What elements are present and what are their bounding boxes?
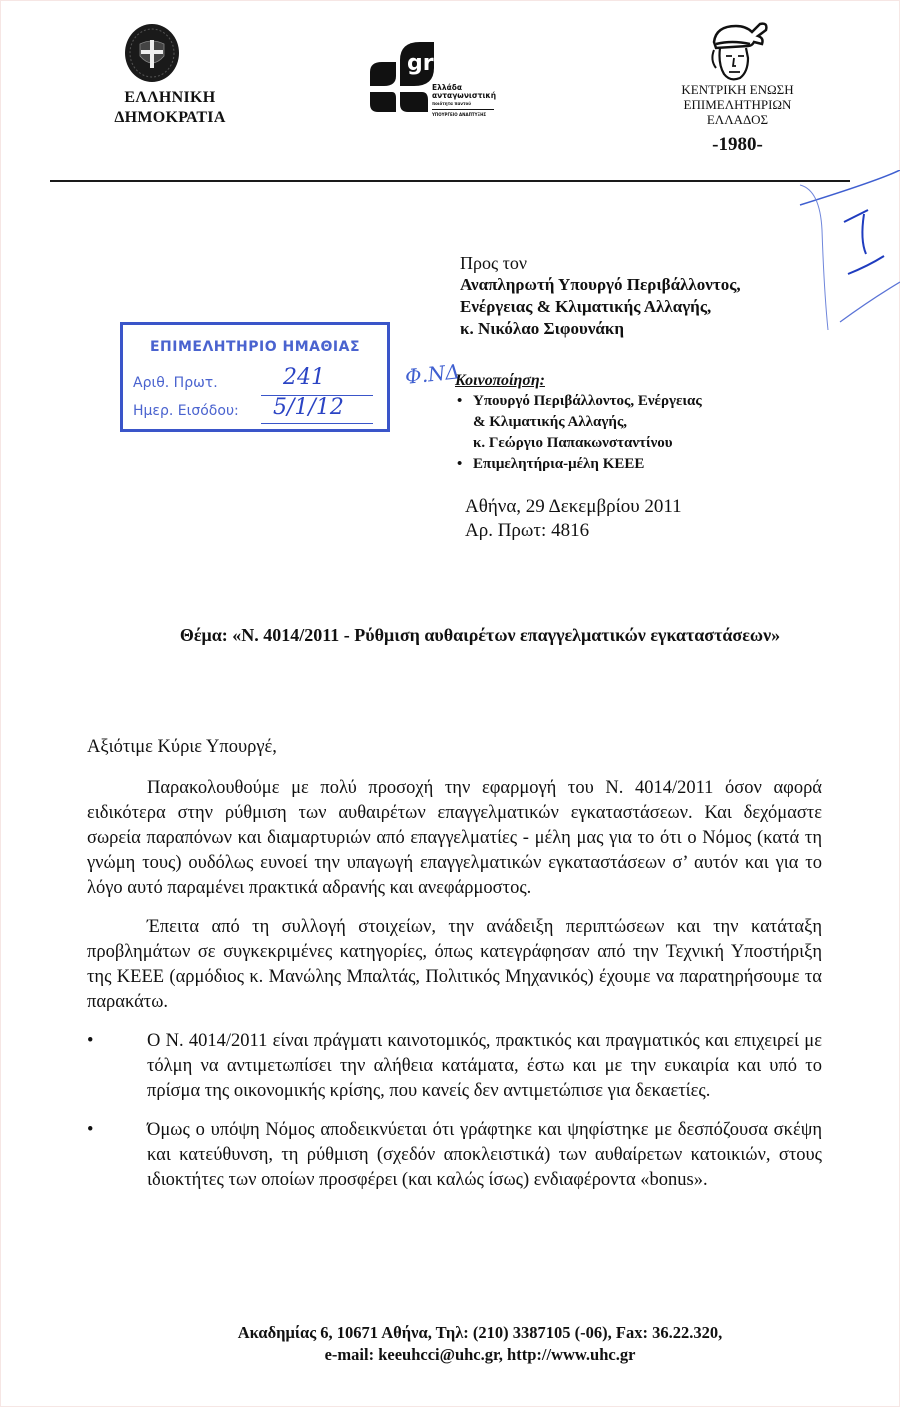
recipient-line2: Ενέργειας & Κλιματικής Αλλαγής,: [460, 297, 712, 316]
gr-logo-rule: [432, 109, 494, 110]
body-bullet-text: Όμως ο υπόψη Νόμος αποδεικνύεται ότι γράφτηκε και ψηφίστηκε με δεσπόζουσα σκέψη και κατεύθυνση, τη ρύθμιση (σχεδόν αποκλειστικά) των αυθαίρετων κατοικιών, στους ιδιοκτήτες των οποίων προσφέρει (και καλώς ίσως) ενδιαφέροντα «bonus».: [147, 1120, 822, 1190]
body-bullet-item: [87, 1029, 822, 1104]
stamp-entry-date-value: 5/1/12: [273, 395, 344, 420]
stamp-entry-date-label: Ημερ. Εισόδου:: [133, 403, 239, 419]
cc-item-line: • Επιμελητήρια-μέλη ΚΕΕΕ: [473, 456, 645, 472]
incoming-protocol-stamp: [120, 322, 390, 432]
letter-footer: [100, 1322, 860, 1366]
body-bullet-text: Ο Ν. 4014/2011 είναι πράγματι καινοτομικός, πρακτικός και πραγματικός και επιχειρεί με τόλμη να αντιμετωπίσει την αλήθεια κατάματα, έστω και με την ευκαιρία και υπό το πρίσμα της οικονομικής κρίσης, που κανείς δεν αντιμετώπισε για δεκαετίες.: [147, 1031, 822, 1101]
header-right-line3: ΕΛΛΑΔΟΣ: [706, 112, 769, 127]
header-divider: [50, 180, 850, 182]
header-left-line1: ΕΛΛΗΝΙΚΗ: [124, 89, 216, 106]
cc-block: [455, 370, 702, 475]
header-right-line2: ΕΠΙΜΕΛΗΤΗΡΙΩΝ: [683, 97, 792, 112]
recipient-line3: κ. Νικόλαο Σιφουνάκη: [460, 319, 625, 338]
stamp-protocol-label: Αριθ. Πρωτ.: [133, 375, 218, 391]
greek-state-emblem-icon: [123, 22, 181, 84]
gr-logo-caption: [432, 84, 496, 119]
letter-body: [87, 735, 822, 1207]
gr-logo-mark: gr: [407, 51, 434, 76]
cc-item: [455, 454, 702, 475]
stamp-protocol-value: 241: [283, 365, 325, 390]
cc-item-line: & Κλιματικής Αλλαγής,: [473, 414, 628, 430]
recipient-intro: Προς τον: [460, 253, 527, 273]
cc-list: [455, 391, 702, 475]
letter-protocol-number: Αρ. Πρωτ: 4816: [465, 520, 590, 541]
cc-item-line: κ. Γεώργιο Παπακωνσταντίνου: [473, 435, 673, 451]
header-right-title: [660, 82, 815, 127]
stamp-entry-date-line: [261, 423, 373, 424]
hermes-head-logo-icon: [700, 20, 770, 82]
letter-date: Αθήνα, 29 Δεκεμβρίου 2011: [465, 496, 682, 517]
body-bullet-list: [87, 1029, 822, 1193]
handwritten-initials: Φ.ΝΔ: [403, 359, 461, 389]
gr-logo-line4: ΥΠΟΥΡΓΕΙΟ ΑΝΑΠΤΥΞΗΣ: [432, 112, 487, 117]
gr-logo-line1: Ελλάδα: [432, 83, 463, 92]
body-paragraph: Παρακολουθούμε με πολύ προσοχή την εφαρμογή του Ν. 4014/2011 όσον αφορά ειδικότερα στην ρύθμιση των αυθαιρέτων επαγγελματικών εγκαταστάσεων. Και δεχόμαστε σωρεία παραπόνων και διαμαρτυριών από επαγγελματίες - μέλη μας για το ότι ο Νόμος (κατά τη γνώμη τους) ουδόλως ευνοεί την υπαγωγή επαγγελματικών εγκαταστάσεων σ’ αυτόν και για το λόγο αυτό παραμένει πρακτικά αδρανής και ανεφάρμοστος.: [87, 778, 822, 898]
cc-item: [455, 391, 702, 454]
stamp-title: ΕΠΙΜΕΛΗΤΗΡΙΟ ΗΜΑΘΙΑΣ: [149, 339, 361, 355]
recipient-line1: Αναπληρωτή Υπουργό Περιβάλλοντος,: [460, 275, 741, 294]
date-block: [465, 495, 682, 543]
salutation: Αξιότιμε Κύριε Υπουργέ,: [87, 737, 277, 757]
footer-contact: e-mail: keeuhcci@uhc.gr, http://www.uhc.gr: [324, 1345, 636, 1364]
header-year: -1980-: [712, 134, 763, 155]
header-left-line2: ΔΗΜΟΚΡΑΤΙΑ: [114, 109, 226, 126]
bullet-glyph: •: [87, 1120, 94, 1140]
cc-item-line: • Υπουργό Περιβάλλοντος, Ενέργειας: [473, 393, 702, 409]
cc-title: Κοινοποίηση:: [455, 372, 545, 389]
letter-subject: Θέμα: «Ν. 4014/2011 - Ρύθμιση αυθαιρέτων επαγγελματικών εγκαταστάσεων»: [179, 625, 781, 645]
body-paragraph: Έπειτα από τη συλλογή στοιχείων, την ανάδειξη περιπτώσεων και την κατάταξη προβλημάτων σε συγκεκριμένες κατηγορίες, όπως κατεγράφησαν από την Τεχνική Υποστήριξη της ΚΕΕΕ (αρμόδιος κ. Μανώλης Μπαλτάς, Πολιτικός Μηχανικός) έχουμε να παρατηρήσουμε τα παρακάτω.: [87, 917, 822, 1012]
header-right-line1: ΚΕΝΤΡΙΚΗ ΕΝΩΣΗ: [681, 82, 794, 97]
footer-address: Ακαδημίας 6, 10671 Αθήνα, Τηλ: (210) 3387105 (-06), Fax: 36.22.320,: [237, 1323, 723, 1342]
gr-logo-line2: ανταγωνιστική: [432, 91, 497, 100]
gr-logo-line3: ποιότητα παντού: [432, 101, 471, 106]
bullet-glyph: •: [87, 1031, 94, 1051]
handwritten-margin-mark-icon: [760, 170, 900, 340]
body-bullet-item: [87, 1118, 822, 1193]
header-left-title: [90, 88, 250, 128]
recipient-block: [460, 252, 741, 340]
